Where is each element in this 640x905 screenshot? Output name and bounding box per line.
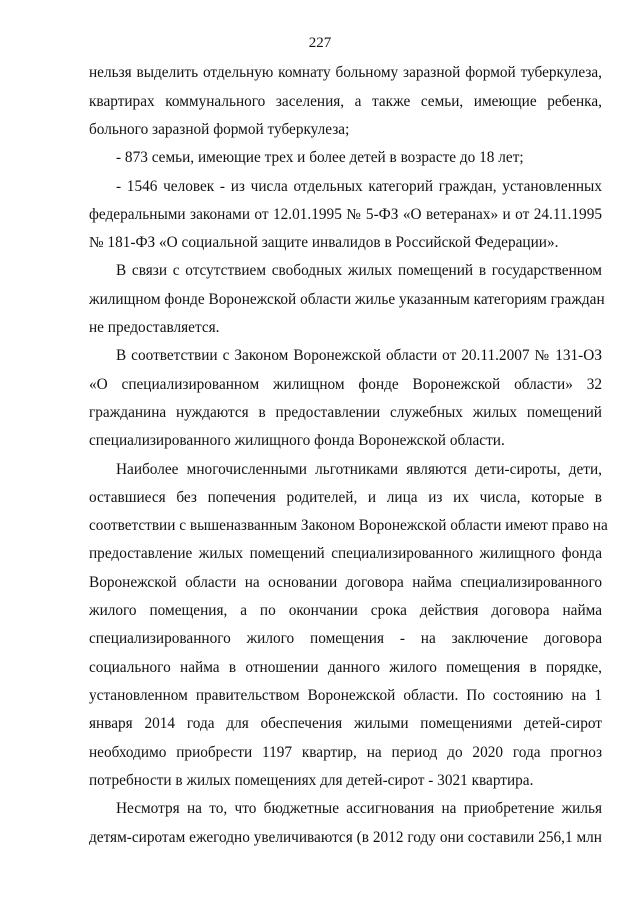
page-number: 227 [308, 35, 332, 51]
text-line: гражданина нуждаются в предоставлении служебных жилых помещений [89, 404, 602, 421]
text-line: потребности в жилых помещениях для детей-сирот - 3021 квартира. [89, 772, 534, 789]
text-line: не предоставляется. [89, 319, 220, 336]
text-line: жилого помещения, а по окончании срока действия договора найма [89, 602, 602, 619]
text-line: установленном правительством Воронежской области. По состоянию на 1 [89, 687, 602, 704]
text-line: предоставление жилых помещений специализированного жилищного фонда [89, 545, 602, 562]
text-line: жилищном фонде Воронежской области жилье указанным категориям граждан [89, 291, 605, 308]
text-line: В соответствии с Законом Воронежской области от 20.11.2007 № 131-ОЗ [116, 347, 602, 364]
text-line: детям-сиротам ежегодно увеличиваются (в 2012 году они составили 256,1 млн [89, 829, 602, 846]
text-line: федеральными законами от 12.01.1995 № 5-ФЗ «О ветеранах» и от 24.11.1995 [89, 206, 602, 223]
text-line: «О специализированном жилищном фонде Воронежской области» 32 [89, 376, 602, 393]
text-line: больного заразной формой туберкулеза; [89, 121, 350, 138]
text-line: необходимо приобрести 1197 квартир, на период до 2020 года прогноз [89, 744, 602, 761]
text-line: - 873 семьи, имеющие трех и более детей в возрасте до 18 лет; [116, 149, 524, 166]
text-line: В связи с отсутствием свободных жилых помещений в государственном [116, 262, 602, 279]
text-line: социального найма в отношении данного жилого помещения в порядке, [89, 659, 602, 676]
text-line: квартирах коммунального заселения, а также семьи, имеющие ребенка, [89, 93, 602, 110]
text-line: января 2014 года для обеспечения жилыми помещениями детей-сирот [89, 715, 602, 732]
text-line: нельзя выделить отдельную комнату больному заразной формой туберкулеза, [89, 64, 602, 81]
text-line: соответствии с вышеназванным Законом Воронежской области имеют право на [89, 517, 608, 534]
text-line: специализированного жилого помещения - на заключение договора [89, 630, 602, 647]
text-line: № 181-ФЗ «О социальной защите инвалидов в Российской Федерации». [89, 234, 559, 251]
text-line: Несмотря на то, что бюджетные ассигнования на приобретение жилья [116, 800, 602, 817]
text-line: - 1546 человек - из числа отдельных категорий граждан, установленных [116, 178, 602, 195]
text-line: специализированного жилищного фонда Воронежской области. [89, 432, 505, 449]
text-line: оставшиеся без попечения родителей, и лица из их числа, которые в [89, 489, 602, 506]
text-line: Наиболее многочисленными льготниками являются дети-сироты, дети, [116, 461, 602, 478]
text-line: Воронежской области на основании договора найма специализированного [89, 574, 602, 591]
